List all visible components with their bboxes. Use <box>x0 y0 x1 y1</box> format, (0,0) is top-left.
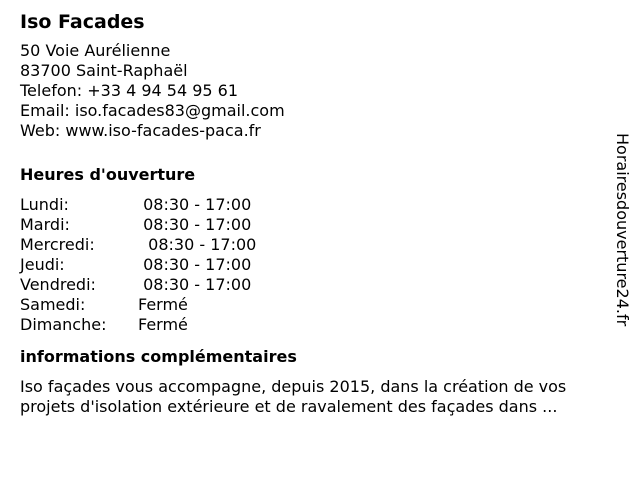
day-hours: 08:30 - 17:00 <box>138 275 252 294</box>
watermark-text: Horairesdouverture24.fr <box>613 133 632 327</box>
hours-table <box>20 195 610 335</box>
business-name: Iso Facades <box>20 11 145 33</box>
address-street: 50 Voie Aurélienne <box>20 41 171 60</box>
day-label: Dimanche: <box>20 315 107 334</box>
info-heading: informations complémentaires <box>20 347 297 366</box>
hours-row <box>20 315 610 335</box>
day-label: Mercredi: <box>20 235 95 254</box>
day-label: Samedi: <box>20 295 86 314</box>
day-label: Vendredi: <box>20 275 96 294</box>
day-label: Jeudi: <box>20 255 65 274</box>
day-hours: Fermé <box>138 295 188 314</box>
info-description <box>20 377 610 417</box>
phone-line: Telefon: +33 4 94 54 95 61 <box>20 81 239 100</box>
hours-row <box>20 275 610 295</box>
hours-row <box>20 295 610 315</box>
day-label: Mardi: <box>20 215 70 234</box>
day-hours: Fermé <box>138 315 188 334</box>
email-line: Email: iso.facades83@gmail.com <box>20 101 285 120</box>
day-hours: 08:30 - 17:00 <box>138 255 252 274</box>
hours-row <box>20 215 610 235</box>
info-line: projets d'isolation extérieure et de ravalement des façades dans ... <box>20 397 558 416</box>
watermark <box>610 133 634 373</box>
info-line: Iso façades vous accompagne, depuis 2015, dans la création de vos <box>20 377 567 396</box>
hours-heading: Heures d'ouverture <box>20 165 196 184</box>
hours-row <box>20 195 610 215</box>
day-hours: 08:30 - 17:00 <box>138 235 257 254</box>
day-label: Lundi: <box>20 195 69 214</box>
hours-row <box>20 255 610 275</box>
address-city: 83700 Saint-Raphaël <box>20 61 188 80</box>
business-card <box>20 10 610 417</box>
day-hours: 08:30 - 17:00 <box>138 195 252 214</box>
day-hours: 08:30 - 17:00 <box>138 215 252 234</box>
hours-row <box>20 235 610 255</box>
web-line: Web: www.iso-facades-paca.fr <box>20 121 261 140</box>
